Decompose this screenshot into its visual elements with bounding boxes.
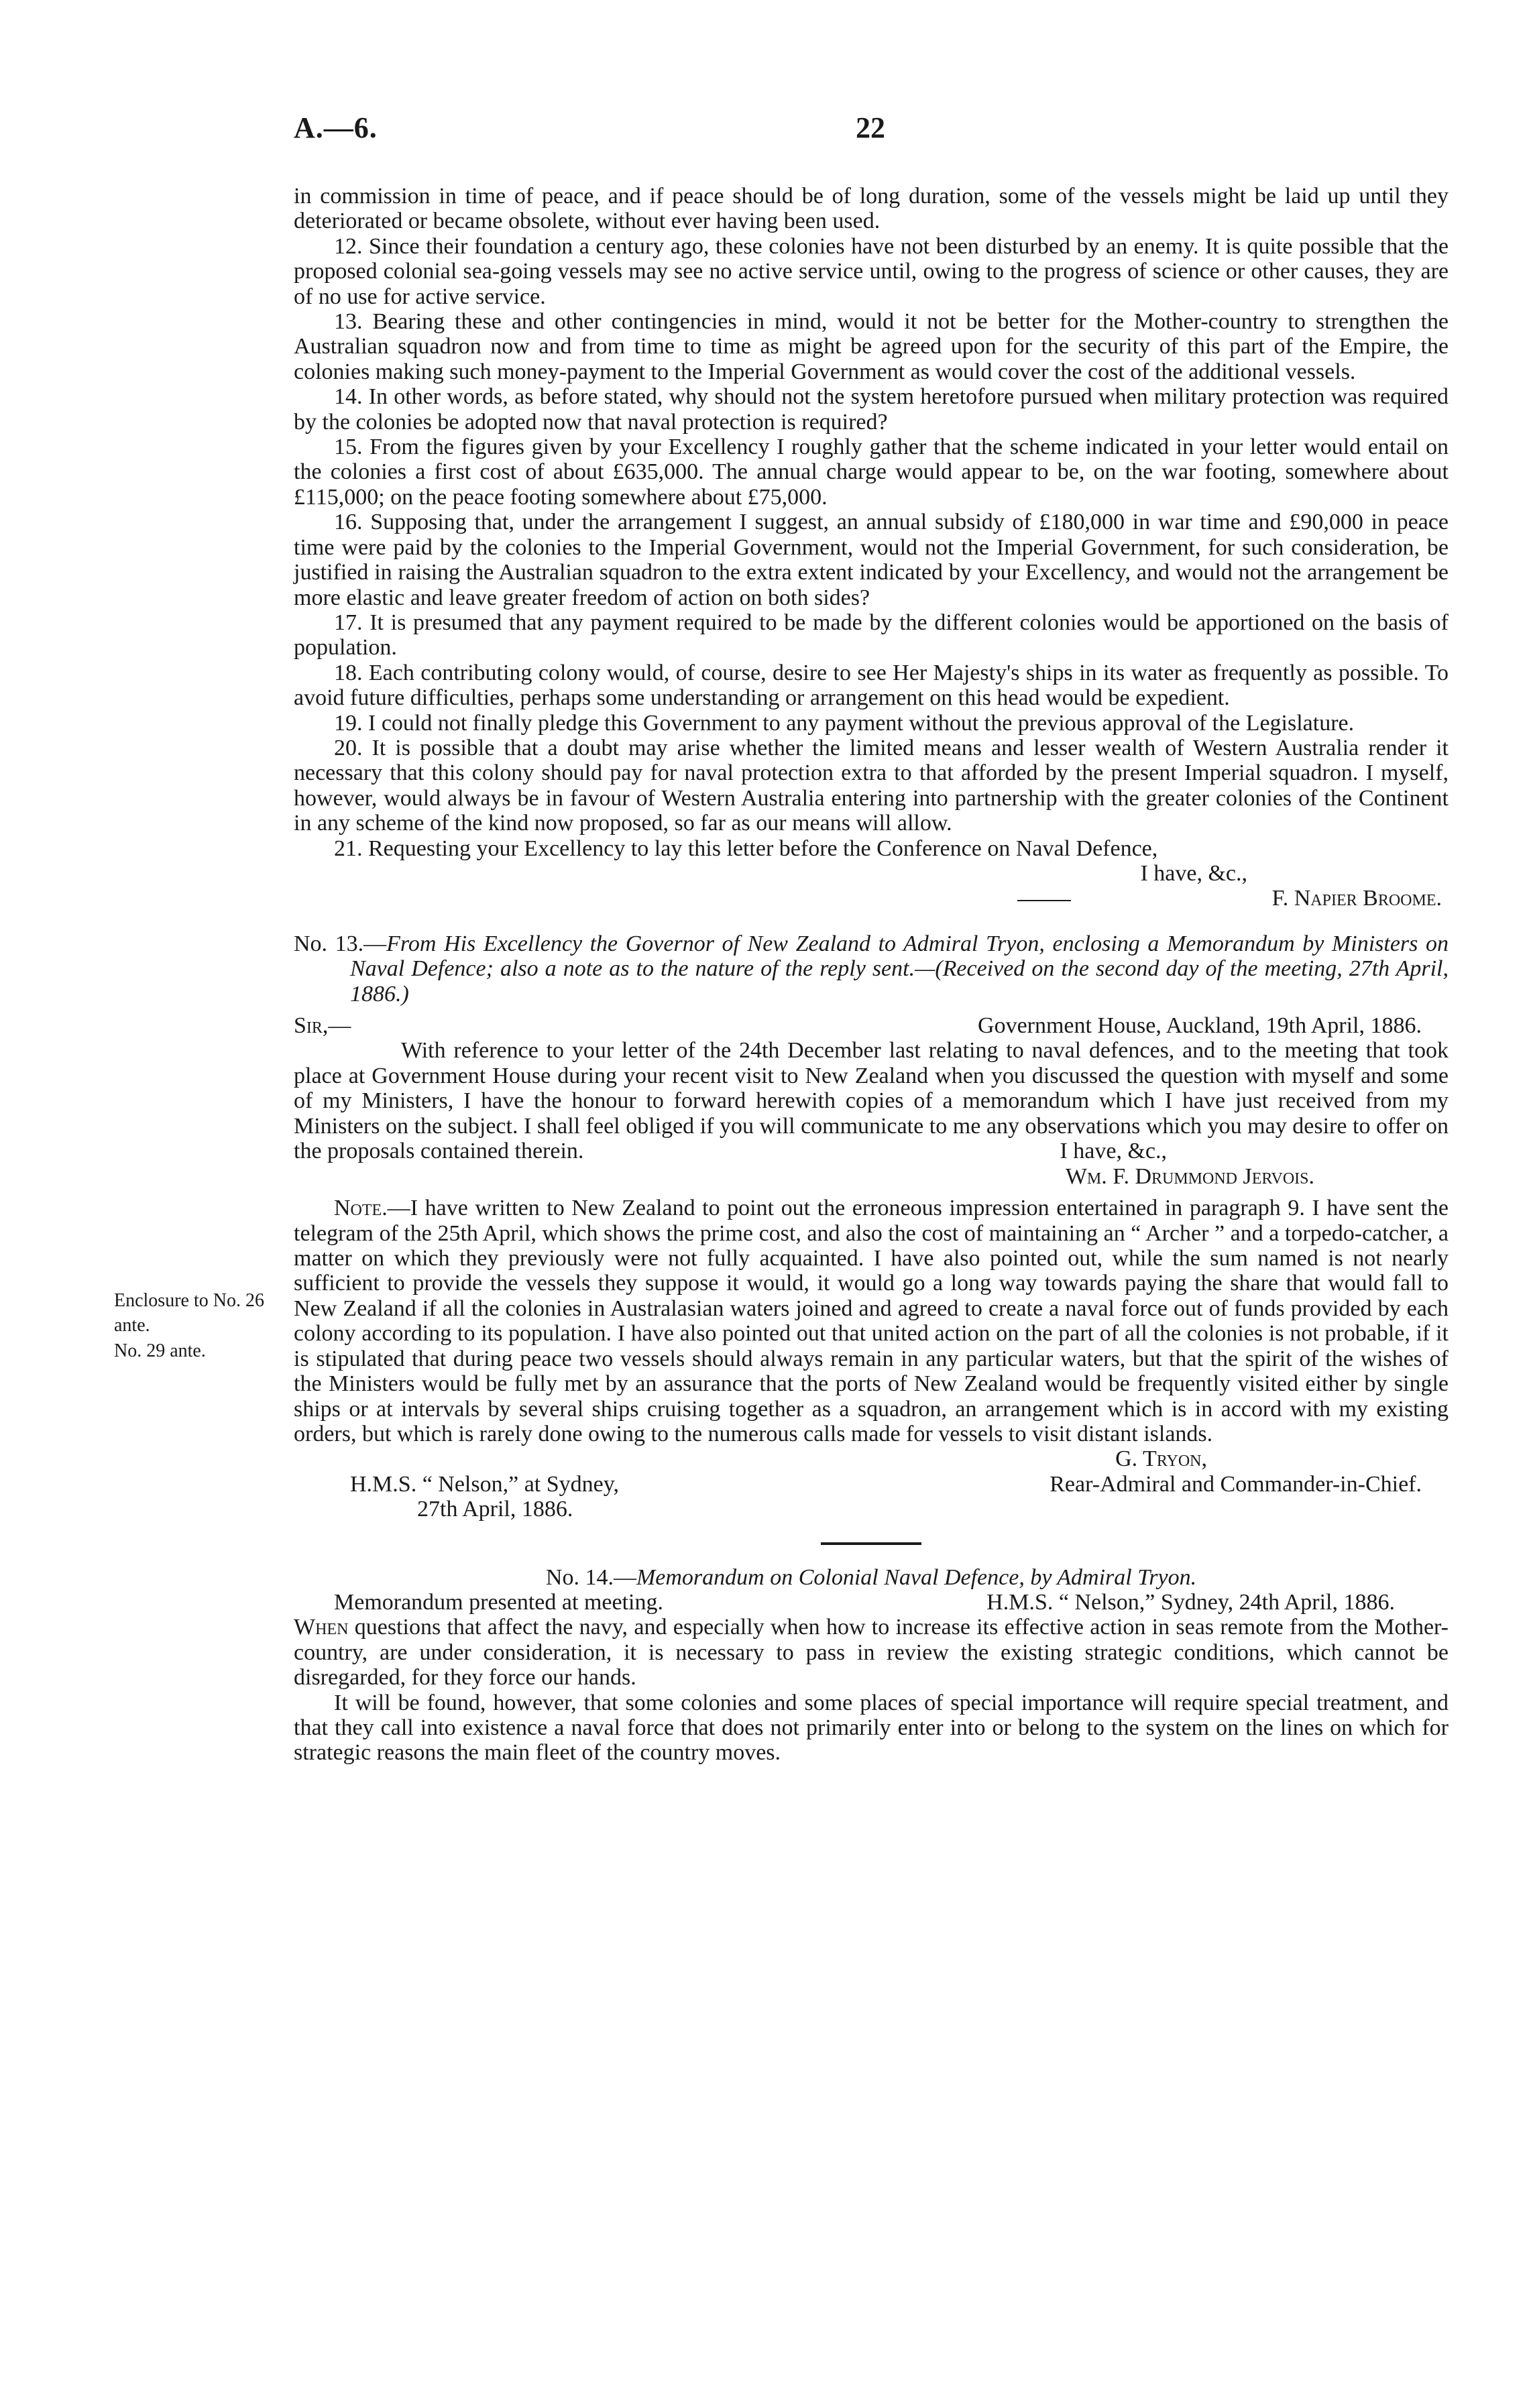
signature-dash (1017, 900, 1071, 901)
note-signature: G. Tryon, (1115, 1446, 1207, 1472)
no14-presented-line (294, 1590, 1449, 1615)
paragraph-16: 16. Supposing that, under the arrangement I suggest, an annual subsidy of £180,000 in war time and £90,000 in peace time were paid by the colonies to the Imperial Government, would not the Imperial Government, for such consideration, be justified in raising the Australian squadron to the extra extent indicated by your Excellency, and would not the arrangement be more elastic and leave greater freedom of action on both sides? (294, 510, 1449, 610)
no14-presented: Memorandum presented at meeting. (334, 1589, 663, 1615)
no14-para-1-text: questions that affect the navy, and especially when how to increase its effective action in seas remote from the Mother-country, are under consideration, it is necessary to pass in review the existing strategic conditions, which cannot be disregarded, for they force our hands. (294, 1615, 1449, 1690)
no14-paragraph-2: It will be found, however, that some colonies and some places of special importance will require special treatment, and that they call into existence a naval force that does not primarily enter into or belong to the system on the lines on which for strategic reasons the main fleet of the country moves. (294, 1690, 1449, 1766)
paragraph-15: 15. From the figures given by your Excellency I roughly gather that the scheme indicated in your letter would entail on the colonies a first cost of about £635,000. The annual charge would appear to be, on the war footing, somewhere about £115,000; on the peace footing somewhere about £75,000. (294, 435, 1449, 510)
note-date: 27th April, 1886. (417, 1497, 573, 1522)
note-place: H.M.S. “ Nelson,” at Sydney, (350, 1471, 620, 1497)
no13-salutation-line (294, 1013, 1449, 1038)
paragraph-13: 13. Bearing these and other contingencies in mind, would it not be better for the Mother-country to strengthen the Australian squadron now and from time to time as might be agreed upon for the security of this part of the Empire, the colonies making such money-payment to the Imperial Government as would cover the cost of the additional vessels. (294, 309, 1449, 384)
no14-paragraph-1 (294, 1615, 1449, 1690)
page-number: 22 (856, 111, 885, 144)
note-rank: Rear-Admiral and Commander-in-Chief. (1050, 1471, 1422, 1497)
paragraph-14: 14. In other words, as before stated, why should not the system heretofore pursued when military protection was required by the colonies be adopted now that naval protection is required? (294, 384, 1449, 435)
no13-place-date: Government House, Auckland, 19th April, 1886. (978, 1013, 1422, 1038)
document-body (294, 184, 1449, 1766)
paragraph-19: 19. I could not finally pledge this Government to any payment without the previous approval of the Legislature. (334, 710, 1355, 736)
paragraph-21: 21. Requesting your Excellency to lay this letter before the Conference on Naval Defence, (334, 836, 1158, 861)
paragraph-17: 17. It is presumed that any payment required to be made by the different colonies would be apportioned on the basis of population. (294, 610, 1449, 661)
no14-heading (294, 1565, 1449, 1590)
no13-title: From His Excellency the Governor of New Zealand to Admiral Tryon, enclosing a Memorandum by Ministers on Naval Defence; also a note as to the nature of the reply sent.—(Received on the second day of the meeting, 27th April, 1886.) (350, 931, 1449, 1007)
no13-note (294, 1196, 1449, 1446)
paragraph-continued: in commission in time of peace, and if peace should be of long duration, some of the vessels might be laid up until they deteriorated or became obsolete, without ever having been used. (294, 184, 1449, 234)
section-divider (821, 1542, 921, 1545)
no13-heading (294, 931, 1449, 1007)
no13-number: No. 13.— (294, 931, 387, 956)
series-reference: A.—6. (294, 111, 378, 144)
margin-note-ante: No. 29 ante. (114, 1340, 206, 1361)
paragraph-12: 12. Since their foundation a century ago, these colonies have not been disturbed by an enemy. It is quite possible that the proposed colonial sea-going vessels may see no active service until, owing to the progress of science or other causes, they are of no use for active service. (294, 233, 1449, 309)
note-text: —I have written to New Zealand to point out the erroneous impression entertained in paragraph 9. I have sent the telegram of the 25th April, which shows the prime cost, and also the cost of maintaining an “ Archer ” and a torpedo-catcher, a matter on which they previously were not fully acquainted. I have also pointed out, while the sum named is not nearly sufficient to provide the vessels they suppose it would, it would go a long way towards paying the share that would fall to New Zealand if all the colonies in Australasian waters joined and agreed to create a naval force out of funds provided by each colony according to its population. I have also pointed out that united action on the part of all the colonies is not probable, if it is stipulated that during peace two vessels should always remain in any particular waters, but that the spirit of the wishes of the Ministers would be fully met by an assurance that the ports of New Zealand would be frequently visited either by single ships or at intervals by several ships cruising together as a squadron, an arrangement which is in accord with my existing orders, but which is rarely done owing to the numerous calls made for vessels to visit distant islands. (294, 1196, 1449, 1446)
no13-body: With reference to your letter of the 24th December last relating to naval defences, and to the meeting that took place at Government House during your recent visit to New Zealand when you discussed the question with myself and some of my Ministers, I have the honour to forward herewith copies of a memorandum which I have just received from my Ministers on the subject. I shall feel obliged if you will communicate to me any observations which you may desire to offer on the proposals contained therein. (294, 1038, 1449, 1164)
no14-place-date: H.M.S. “ Nelson,” Sydney, 24th April, 1886. (986, 1589, 1395, 1615)
margin-notes (114, 1288, 295, 1363)
signature-broome: F. Napier Broome. (294, 886, 1449, 911)
paragraph-20: 20. It is possible that a doubt may arise whether the limited means and lesser wealth of Western Australia render it necessary that this colony should pay for naval protection extra to that afforded by the present Imperial squadron. I myself, however, would always be in favour of Western Australia entering into partnership with the greater colonies of the Continent in any scheme of the kind now proposed, so far as our means will allow. (294, 735, 1449, 836)
margin-note-enclosure: Enclosure to No. 26 ante. (114, 1290, 264, 1336)
no13-salutation: Sir,— (294, 1013, 351, 1038)
note-label: Note. (334, 1196, 388, 1221)
no14-first-word: When (294, 1615, 349, 1640)
paragraph-18: 18. Each contributing colony would, of course, desire to see Her Majesty's ships in its water as frequently as possible. To avoid future difficulties, perhaps some understanding or arrangement on this head would be expedient. (294, 660, 1449, 711)
no14-title: Memorandum on Colonial Naval Defence, by Admiral Tryon. (636, 1564, 1197, 1590)
closing-i-have: I have, &c., (1140, 860, 1247, 886)
note-sign-line (294, 1472, 1449, 1497)
no13-i-have: I have, &c., (1060, 1139, 1167, 1164)
no13-signature: Wm. F. Drummond Jervois. (1065, 1163, 1314, 1189)
no14-number: No. 14.— (545, 1564, 636, 1590)
